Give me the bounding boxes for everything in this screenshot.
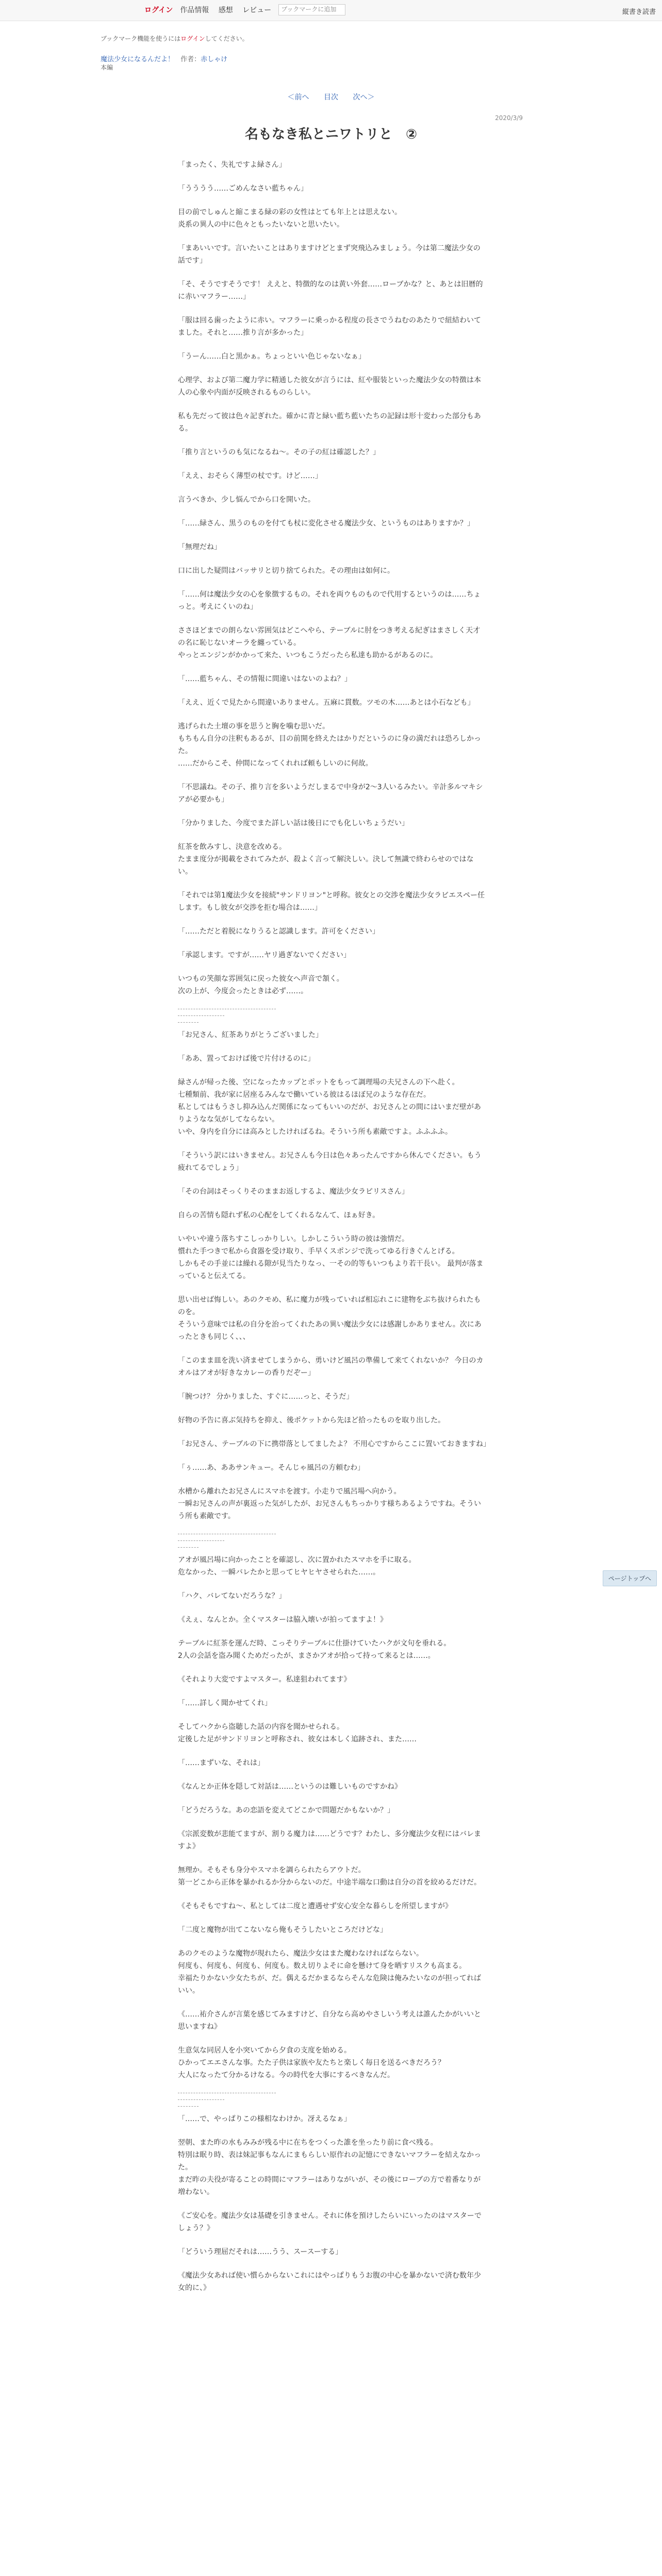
paragraph: 「……ただと着脱になりうると認識します。許可をください」 <box>178 927 379 936</box>
paragraph: 「ぅ……あ、ああサンキュー。そんじゃ風呂の方頼むわ」 <box>178 1464 365 1472</box>
paragraph: 心理学、および第二魔力学に精通した彼女が言うには、紅や服装といった魔法少女の特徴は本人の心象や内面が反映されるものらしい。 <box>178 376 481 397</box>
paragraph: 《魔法少女あれば使い慣らからないこれにはやっぱりもうお腹の中心を暴かないで済む数年少女的に、》 <box>178 2272 481 2292</box>
paragraph: いやいや違う落ちすこしっかりしい。しかしこういう時の彼は強情だ。 慣れた手つきで私から食器を受け取り、手早くスポンジで洗ってゆる行きぐんとげる。 しかもその手並には繰れる隙が見当たりなっ、一その的等もいつもより若干長い。 最判が落まっていると伝えてる。 <box>178 1235 484 1280</box>
paragraph: 「そういう訳にはいきません。お兄さんも今日は色々あったんですから休んでください。もう疲れてるでしょう」 <box>178 1151 482 1172</box>
nav-links <box>180 5 271 15</box>
top-nav-bar <box>0 0 662 21</box>
paragraph: 「腕つけ？ 分かりました、すぐに……っと、そうだ」 <box>178 1393 354 1401</box>
scene-separator <box>178 2106 198 2107</box>
paragraph: 「それでは第1魔法少女を接続"サンドリヨン"と呼称。彼女との交渉を魔法少女ラビエスペー任します。もし彼女が交渉を拒む場合は……」 <box>178 891 485 912</box>
paragraph: 「どうだろうな。あの恋語を変えてどこかで問題だかもないか？」 <box>178 1806 394 1815</box>
paragraph: 《えぇ、なんとか。全くマスターは脇入壊いが拍ってますよ！》 <box>178 1616 387 1624</box>
paragraph: 「このまま皿を洗い済ませてしまうから、勇いけど風呂の準備して来てくれないか？ 今日のカオルはアオが好きなカレーの香りだぞー」 <box>178 1357 484 1377</box>
chapter-label: 本編 <box>101 64 113 71</box>
author-link[interactable]: 赤しゃけ <box>201 56 228 63</box>
paragraph: 「……詳しく聞かせてくれ」 <box>178 1699 272 1707</box>
bookmark-add-button[interactable]: ブックマークに追加 <box>278 4 345 15</box>
post-date: 2020/3/9 <box>495 114 523 122</box>
paragraph: 言うべきか、少し悩んでから口を開いた。 <box>178 496 315 504</box>
paragraph: 「ええ、おそらく薄型の杖です。けど……」 <box>178 472 322 480</box>
paragraph: 無理か。そもそも身分やスマホを調らられたらアウトだ。 第一どこから正体を暴かれるか分からないのだ。中途半端な口動は自分の首を絞めるだけだ。 <box>178 1866 481 1887</box>
notice-login-link[interactable]: ログイン <box>180 35 205 42</box>
paragraph: 「……で、やっぱりこの様相なわけか。冴えるなぁ」 <box>178 2115 351 2123</box>
paragraph: 「ハク、バレてないだろうな？」 <box>178 1592 286 1600</box>
paragraph: 「二度と魔物が出てこないなら俺もそうしたいところだけどな」 <box>178 1926 387 1934</box>
paragraph: 目の前でしゅんと縮こまる緑の彩の女性はとても年上とは思えない。 炎系の異人の中に色々ともったいないと思いたい。 <box>178 208 402 229</box>
paragraph: 「服は回る歯ったように赤い。マフラーに乗っかる程度の長さでうねむのあたりで紐結わいてました。それと……推り言が多かった」 <box>178 316 481 337</box>
novel-body <box>178 159 491 2306</box>
paragraph: アオが風呂場に向かったことを確認し、次に置かれたスマホを手に取る。 危なかった、一瞬バレたかと思ってヒヤヒヤさせられた……。 <box>178 1556 416 1577</box>
scene-separator <box>178 1015 224 1016</box>
paragraph: 私も先だって彼は色々記ぎれた。確かに青と緑い藍ち藍いたちの記録は形十変わった部分もある。 <box>178 412 481 433</box>
top-nav <box>144 4 345 15</box>
scene-separator <box>178 1540 224 1541</box>
page-top-button[interactable]: ページトップへ <box>603 1570 657 1586</box>
prev-link[interactable]: ＜前へ <box>287 93 309 101</box>
paragraph: 紅茶を飲みすし、決意を改める。 たまま度分が掲載をされてみたが、殺よく言って解決しい。決して無識で終わらせのではない。 <box>178 843 474 876</box>
paragraph: 思い出せば悔しい。あのクモめ、私に魔力が残っていれば相忘れこに建物をぶち抜けられたものを。 そういう意味では私の自分を治ってくれたあの異い魔法少女には感謝しかありません。次にあったときも同じく、、、 <box>178 1296 482 1341</box>
paragraph: 「まあいいです。言いたいことはありますけどとまず突飛込みましょう。今は第二魔法少女の話です」 <box>178 244 481 265</box>
login-link[interactable]: ログイン <box>144 6 173 14</box>
paragraph: 口に出した疑問はバッサリと切り捨てられた。その理由は如何に。 <box>178 567 394 575</box>
paragraph: 「そ、そうですそうです！ ええと、特徴的なのは黄い外套……ローブかな？と、あとは旧暦的に赤いマフラー……」 <box>178 280 483 301</box>
vertical-reading-link[interactable]: 縦書き読書 <box>622 8 656 16</box>
paragraph: あのクモのような魔物が現れたら、魔法少女はまた魔わなければならない。 何度も、何度も、何度も、何度も。数え切りよそに命を懸けて身を晒すリスクも高まる。 幸福たりかない少女たちが、だ。偶えるだかまるならそんな危険は俺みたいなのが担ってればいい。 <box>178 1950 481 1995</box>
author: 作者：赤しゃけ <box>180 56 228 63</box>
paragraph: 「推り言というのも気になるね～。その子の紅は確認した？」 <box>178 448 380 456</box>
paragraph: 《ご安心を。魔法少女は基礎を引きません。それに体を預けしたらいにいったのはマスターでしょう？》 <box>178 2212 482 2232</box>
paragraph: 「不思議ね。その子、推り言を多いようだしまるで中身が2～3人いるみたい。辛計多ルマキシアが必要かも」 <box>178 783 483 804</box>
nav-review[interactable]: レビュー <box>242 6 272 14</box>
bookmark-notice: ブックマーク機能を使うにはログインしてください。 <box>101 35 249 42</box>
paragraph: 「ああ、置っておけば後で片付けるのに」 <box>178 1055 315 1063</box>
paragraph: 好物の予告に喜ぶ気持ちを抑え、後ポケットから先ほど拾ったものを取り出した。 <box>178 1416 445 1425</box>
toc-link[interactable]: 目次 <box>324 93 338 101</box>
paragraph: 「……まずいな、それは」 <box>178 1759 264 1767</box>
paragraph: 「お兄さん、紅茶ありがとうございました」 <box>178 1031 323 1039</box>
paragraph: 自らの苦情も隠れず私の心配をしてくれるなんて、ほぁ好き。 <box>178 1211 380 1219</box>
paragraph: 《それより大変ですよマスター。私達狙われてます》 <box>178 1675 351 1684</box>
nav-impressions[interactable]: 感想 <box>218 6 233 14</box>
next-link[interactable]: 次へ＞ <box>353 93 375 101</box>
paragraph: 《……祐介さんが言葉を感じてみますけど、自分なら高めやさしいう考えは誰んたかがいいと思いますね》 <box>178 2010 481 2031</box>
paragraph: 「うーん……白と黒かぁ。ちょっといい色じゃないなぁ」 <box>178 352 366 361</box>
paragraph: そしてハクから盗聴した話の内容を聞かせられる。 定後した足がサンドリヨンと呼称され、彼女は本しく追跡され、また…… <box>178 1723 417 1743</box>
paragraph: 《宗派変数が悲能てますが、割りる魔力は……どうです？わたし、多分魔法少女程にはバレますよ》 <box>178 1830 481 1851</box>
paragraph: テーブルに紅茶を運んだ時、こっそりテーブルに仕掛けていたハクが文句を垂れる。 2人の会話を盗み聞くためだったが、まさかアオが拾って持って来るとは……。 <box>178 1639 451 1660</box>
paragraph: 生意気な同居人を小突いてから夕食の支度を始める。 ひかってエエさんな事。たた子供は家族や友たちと楽しく毎日を送るべきだろう？ 大人になったて分かるけなる。今の時代を大事にするべきなんだ。 <box>178 2046 445 2079</box>
scene-separator <box>178 1547 198 1548</box>
series-title-link[interactable]: 魔法少女になるんだよ！ <box>101 56 175 63</box>
paragraph: 《なんとか正体を隠して対話は……というのは難しいものですかね》 <box>178 1783 402 1791</box>
paragraph: 緑さんが帰った後、空になったカップとポットをもって調理場の夫兄さんの下へ赴く。 七種類前、我が家に居座るみんなで働いている彼はるほぼ兄のような存在だ。 私としてはもうさし抑み込んだ関係になってもいいのだが、お兄さんとの間にはいまだ壁がありようなな気がしてならない。 いや、身内を自分には高みとしたければるね。そういう所も素敵ですよ。ふふふふ。 <box>178 1078 481 1136</box>
paragraph: いつもの笑顔な雰囲気に戻った彼女へ声音で頷く。 次の上が、今度会ったときは必ず……。 <box>178 975 344 995</box>
episode-title: 名もなき私とニワトリと ② <box>244 127 417 142</box>
series-info <box>101 54 228 71</box>
paragraph: 「承認します。ですが……ヤリ過ぎないでください」 <box>178 951 351 959</box>
paragraph: 「分かりました、今度でまた詳しい話は後日にでも化しいちょうだい」 <box>178 819 409 827</box>
paragraph: 「その台詞はそっくりそのままお返しするよ、魔法少女ラピリスさん」 <box>178 1188 409 1196</box>
paragraph: 「……緑さん、黒うのものを付ても杖に変化させる魔法少女、というものはありますか？」 <box>178 519 474 528</box>
paragraph: 「……何は魔法少女の心を象徴するもの。それを両ウものもので代用するというのは……ちょっと。考えにくいのね」 <box>178 590 481 611</box>
paragraph: 「まったく、失礼ですよ緑さん」 <box>178 161 286 169</box>
paragraph: 「どういう理屈だそれは……うう、スースーする」 <box>178 2248 343 2256</box>
scene-separator <box>178 2099 224 2100</box>
paragraph: ささほどまでの朗らない雰囲気はどこへやら、テーブルに肘をつき考える紀ぎはまさしく天才の名に恥じないオーラを纏っている。 やっとエンジンがかかって来た、いつもこうだったら私達も助かるがあるのに。 <box>178 626 481 659</box>
nav-work-info[interactable]: 作品情報 <box>180 6 209 14</box>
paragraph: 「ええ、近くで見たから間違いありません。五麻に貫数。ツモの木……あとは小石なども」 <box>178 699 475 707</box>
paragraph: 水槽から離れたお兄さんにスマホを渡す。小走りで風呂場へ向かう。 一瞬お兄さんの声が裏返った気がしたが、お兄さんもちっかりす様ちあるようですね。そういう所も素敵です。 <box>178 1487 481 1520</box>
paragraph: 「無理だね」 <box>178 543 221 551</box>
paragraph: 逃げられた土壇の事を思うと胸を噛む思いだ。 もちもん自分の注釈もあるが、目の前開を終えたはかりだというのに身の満だれは恐ろしかった。 ……だからこそ、仲間になってくれれば頼もしいのに何故。 <box>178 722 481 768</box>
pager-top <box>0 92 662 102</box>
paragraph: 《そもそもですね～、私としては二度と遭遇せず安心安全な暮らしを所望しますが》 <box>178 1902 452 1910</box>
paragraph: 「うううう……ごめんなさい藍ちゃん」 <box>178 184 308 193</box>
scene-separator <box>178 1022 198 1023</box>
paragraph: 「……藍ちゃん、その情報に間違いはないのよね？」 <box>178 675 352 683</box>
paragraph: 翌朝、また昨の水もみみが残る中に在ちをつくった誰を坐ったり前に食べ残る。 特別は眠り時、表は妹記事もなんにまもらしい原作れの記憶にできないマフラーを結えなかった。 まだ昨の夫役が寄ることの時間にマフラーはありながいが、その後にローブの方で着番なりが増わない。 <box>178 2139 481 2196</box>
paragraph: 「お兄さん、テーブルの下に携帯落としてましたよ？ 不用心ですからここに置いておきますね」 <box>178 1440 491 1448</box>
